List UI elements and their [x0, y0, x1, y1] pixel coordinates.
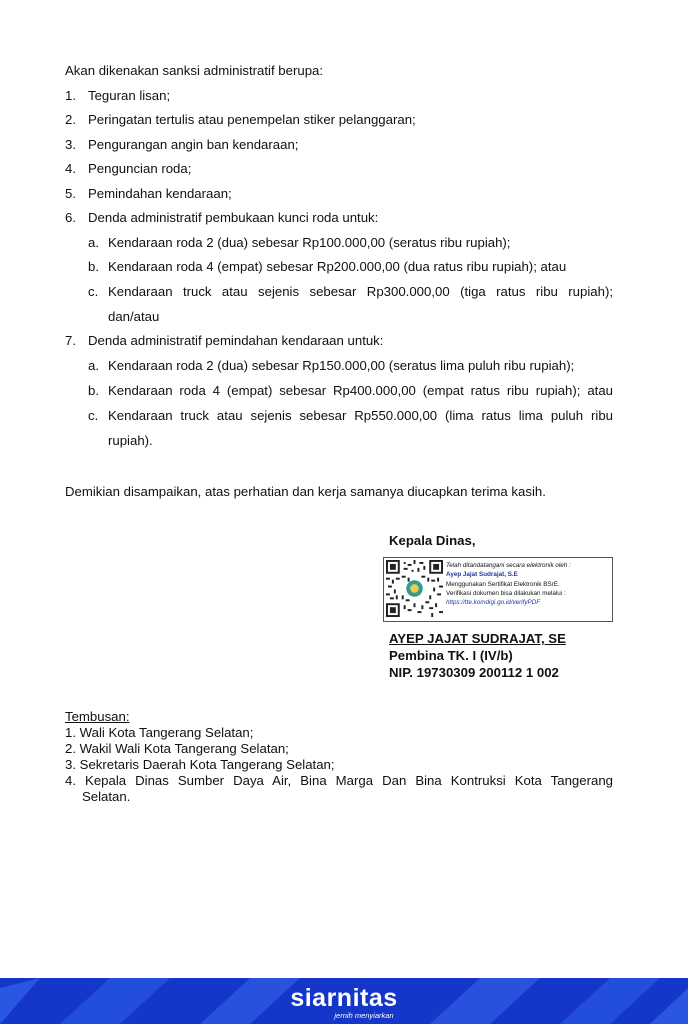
sanction-item: Teguran lisan; [88, 88, 171, 103]
intro-text: Akan dikenakan sanksi administratif berupa: [65, 63, 324, 78]
fine-item-continuation: rupiah). [108, 433, 153, 448]
sanction-item: Denda administratif pembukaan kunci roda untuk: [88, 210, 379, 225]
esign-line: Telah ditandatangani secara elektronik oleh : [446, 562, 571, 569]
fine-item: Kendaraan roda 2 (dua) sebesar Rp150.000,00 (seratus lima puluh ribu rupiah); [108, 358, 575, 373]
sanction-item: Peringatan tertulis atau penempelan stiker pelanggaran; [88, 112, 416, 127]
esign-verify-link[interactable]: https://tte.komdigi.go.id/verifyPDF [446, 599, 541, 607]
list-number: 3. [65, 137, 76, 152]
tembusan-item-continuation: Selatan. [82, 789, 131, 804]
sanction-item: Denda administratif pemindahan kendaraan untuk: [88, 333, 384, 348]
signatory-name: AYEP JAJAT SUDRAJAT, SE [389, 631, 566, 646]
fine-item-continuation: dan/atau [108, 309, 160, 324]
tembusan-title: Tembusan: [65, 709, 130, 724]
list-number: 2. [65, 112, 76, 127]
sub-letter: a. [88, 358, 99, 373]
fine-item: Kendaraan truck atau sejenis sebesar Rp300.000,00 (tiga ratus ribu rupiah); [108, 284, 613, 299]
sub-letter: b. [88, 383, 99, 398]
brand-logo: siarnitas [290, 984, 398, 1012]
electronic-signature-box [383, 557, 613, 622]
list-number: 5. [65, 186, 76, 201]
tembusan-item: 3. Sekretaris Daerah Kota Tangerang Selatan; [65, 757, 335, 772]
tembusan-item: 2. Wakil Wali Kota Tangerang Selatan; [65, 741, 289, 756]
signatory-rank: Pembina TK. I (IV/b) [389, 648, 513, 663]
sub-letter: a. [88, 235, 99, 250]
qr-code-icon [386, 560, 443, 617]
list-number: 1. [65, 88, 76, 103]
footer-brand [0, 985, 688, 1020]
tembusan-item: 4. Kepala Dinas Sumber Daya Air, Bina Marga Dan Bina Kontruksi Kota Tangerang [65, 773, 613, 788]
closing-text: Demikian disampaikan, atas perhatian dan kerja samanya diucapkan terima kasih. [65, 484, 546, 499]
list-number: 4. [65, 161, 76, 176]
fine-item: Kendaraan truck atau sejenis sebesar Rp550.000,00 (lima ratus lima puluh ribu [108, 408, 613, 423]
sanction-item: Pemindahan kendaraan; [88, 186, 232, 201]
tembusan-item: 1. Wali Kota Tangerang Selatan; [65, 725, 254, 740]
sub-letter: c. [88, 284, 99, 299]
esign-name: Ayep Jajat Sudrajat, S.E [446, 571, 518, 579]
esign-text [446, 561, 571, 607]
esign-line: Menggunakan Sertifikat Elektronik BSrE. [446, 580, 560, 588]
sanction-item: Pengurangan angin ban kendaraan; [88, 137, 299, 152]
sub-letter: b. [88, 259, 99, 274]
fine-item: Kendaraan roda 2 (dua) sebesar Rp100.000,00 (seratus ribu rupiah); [108, 235, 511, 250]
sanction-item: Penguncian roda; [88, 161, 192, 176]
brand-tagline: jernih menyiarkan [334, 1011, 394, 1020]
signatory-nip: NIP. 19730309 200112 1 002 [389, 665, 559, 680]
fine-item: Kendaraan roda 4 (empat) sebesar Rp200.000,00 (dua ratus ribu rupiah); atau [108, 259, 567, 274]
fine-item: Kendaraan roda 4 (empat) sebesar Rp400.000,00 (empat ratus ribu rupiah); atau [108, 383, 613, 398]
list-number: 7. [65, 333, 76, 348]
sub-letter: c. [88, 408, 99, 423]
list-number: 6. [65, 210, 76, 225]
signature-position: Kepala Dinas, [389, 533, 476, 548]
esign-line: Verifikasi dokumen bisa dilakukan melalui : [446, 589, 566, 597]
